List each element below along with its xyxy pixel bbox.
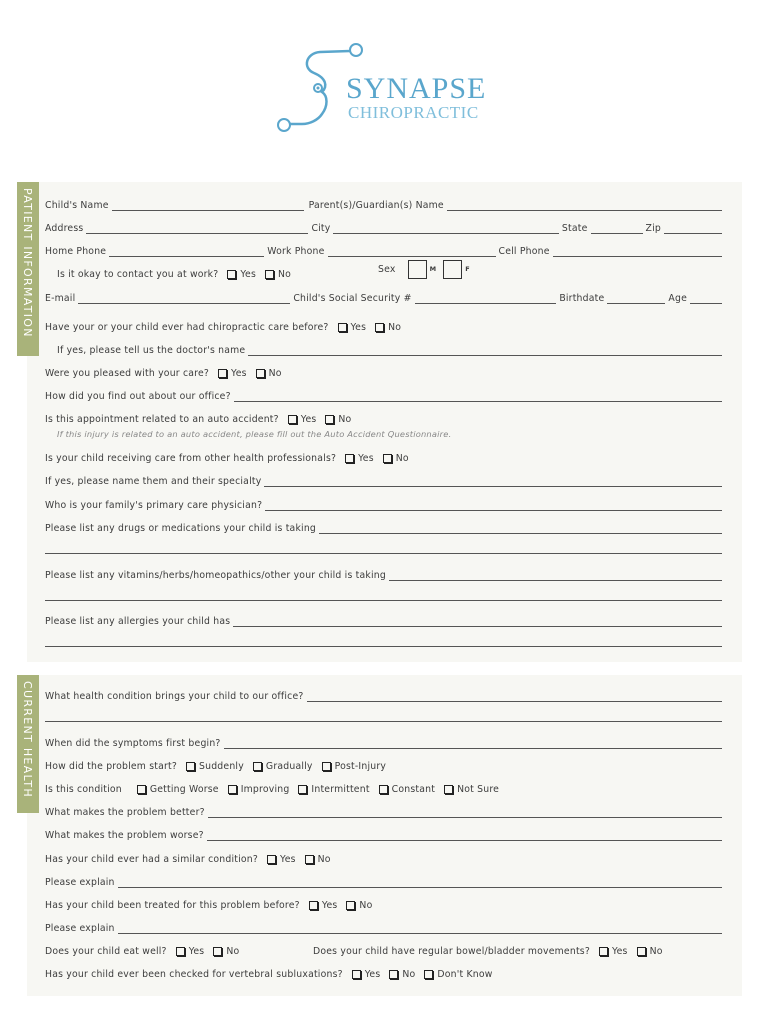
brand-sub: CHIROPRACTIC (348, 103, 479, 122)
yes-label: Yes (188, 946, 205, 957)
prior-care-no-checkbox[interactable] (375, 323, 384, 332)
birthdate-label: Birthdate (559, 293, 605, 304)
start-post-injury-checkbox[interactable] (322, 762, 331, 771)
row-checked (45, 966, 496, 980)
cell-phone-label: Cell Phone (498, 246, 550, 257)
vitamins-extra-line[interactable] (45, 600, 722, 601)
improving-label: Improving (240, 784, 290, 795)
zip-field[interactable] (664, 224, 722, 234)
not-sure-label: Not Sure (457, 784, 500, 795)
auto-no-checkbox[interactable] (325, 415, 334, 424)
state-label: State (561, 223, 588, 234)
pcp-label: Who is your family's primary care physician? (45, 500, 263, 511)
row-start (45, 758, 389, 772)
bowel-yes-checkbox[interactable] (599, 947, 608, 956)
row-worse (45, 827, 725, 841)
current-health-tab (17, 675, 39, 813)
condition-field[interactable] (307, 692, 722, 702)
row-sex (378, 258, 473, 280)
row-contact-work (57, 266, 294, 280)
no-label: No (278, 269, 292, 280)
yes-label: Yes (321, 900, 338, 911)
find-out-label: How did you find out about our office? (45, 391, 231, 402)
contact-work-no-checkbox[interactable] (265, 270, 274, 279)
condition-extra-line[interactable] (45, 721, 722, 722)
yes-label: Yes (300, 414, 317, 425)
eat-no-checkbox[interactable] (213, 947, 222, 956)
row-address (45, 220, 725, 234)
treated-yes-checkbox[interactable] (309, 901, 318, 910)
row-vitamins (45, 567, 725, 581)
symptoms-label: When did the symptoms first begin? (45, 738, 221, 749)
no-label: No (402, 969, 416, 980)
cell-phone-field[interactable] (553, 247, 722, 257)
start-label: How did the problem start? (45, 761, 178, 772)
worse-label: What makes the problem worse? (45, 830, 204, 841)
row-email (45, 290, 725, 304)
childs-name-label: Child's Name (45, 200, 109, 211)
doctor-name-label: If yes, please tell us the doctor's name (57, 345, 246, 356)
auto-note: If this injury is related to an auto accident, please fill out the Auto Accident Questionnaire. (57, 429, 452, 439)
prior-care-yes-checkbox[interactable] (338, 323, 347, 332)
email-label: E-mail (45, 293, 76, 304)
no-label: No (388, 322, 402, 333)
symptoms-field[interactable] (224, 739, 722, 749)
intermittent-label: Intermittent (311, 784, 370, 795)
yes-label: Yes (231, 368, 247, 379)
row-doctor-name (57, 342, 725, 356)
sex-m-box[interactable] (408, 260, 427, 279)
row-childs-name (45, 197, 725, 211)
doctor-name-field[interactable] (248, 346, 722, 356)
gradually-label: Gradually (265, 761, 313, 772)
similar-label: Has your child ever had a similar condition? (45, 854, 259, 865)
other-care-yes-checkbox[interactable] (345, 454, 354, 463)
ssn-field[interactable] (415, 294, 557, 304)
explain-label: Please explain (45, 877, 115, 888)
row-find-out (45, 388, 725, 402)
row-drugs (45, 520, 725, 534)
state-field[interactable] (591, 224, 643, 234)
explain-2-field[interactable] (118, 924, 722, 934)
start-suddenly-checkbox[interactable] (186, 762, 195, 771)
contact-work-yes-checkbox[interactable] (227, 270, 236, 279)
post-injury-label: Post-Injury (334, 761, 387, 772)
constant-label: Constant (391, 784, 436, 795)
row-eat (45, 943, 242, 957)
address-label: Address (45, 223, 84, 234)
work-phone-field[interactable] (328, 247, 496, 257)
zip-label: Zip (645, 223, 661, 234)
auto-yes-checkbox[interactable] (288, 415, 297, 424)
start-gradually-checkbox[interactable] (253, 762, 262, 771)
guardian-label: Parent(s)/Guardian(s) Name (308, 200, 444, 211)
eat-label: Does your child eat well? (45, 946, 167, 957)
no-label: No (317, 854, 331, 865)
sex-m-label: M (429, 265, 437, 273)
suddenly-label: Suddenly (199, 761, 244, 772)
row-auto (45, 411, 354, 425)
row-explain-2 (45, 920, 725, 934)
yes-label: Yes (358, 453, 374, 464)
yes-label: Yes (611, 946, 628, 957)
row-cond-type (45, 781, 502, 795)
checked-no-checkbox[interactable] (389, 970, 398, 979)
vitamins-label: Please list any vitamins/herbs/homeopathics/other your child is taking (45, 570, 386, 581)
treated-no-checkbox[interactable] (346, 901, 355, 910)
yes-label: Yes (280, 854, 296, 865)
no-label: No (395, 453, 409, 464)
birthdate-field[interactable] (607, 294, 665, 304)
treated-label: Has your child been treated for this problem before? (45, 900, 300, 911)
no-label: No (268, 368, 282, 379)
guardian-field[interactable] (447, 201, 722, 211)
constant-checkbox[interactable] (379, 785, 388, 794)
no-label: No (359, 900, 373, 911)
explain-field[interactable] (118, 878, 722, 888)
pleased-label: Were you pleased with your care? (45, 368, 210, 379)
row-name-them (45, 473, 725, 487)
yes-label: Yes (350, 322, 367, 333)
row-prior-care (45, 319, 404, 333)
worse-field[interactable] (207, 831, 722, 841)
row-similar (45, 851, 334, 865)
home-phone-field[interactable] (109, 247, 264, 257)
better-field[interactable] (208, 808, 722, 818)
explain-2-label: Please explain (45, 923, 115, 934)
yes-label: Yes (364, 969, 381, 980)
row-other-care (45, 450, 412, 464)
allergies-extra-line[interactable] (45, 646, 722, 647)
address-field[interactable] (86, 224, 308, 234)
find-out-field[interactable] (234, 392, 722, 402)
work-phone-label: Work Phone (267, 246, 325, 257)
row-treated (45, 897, 375, 911)
brand-name: SYNAPSE (346, 72, 487, 105)
yes-label: Yes (240, 269, 256, 280)
city-field[interactable] (333, 224, 558, 234)
current-health-tab-label: CURRENT HEALTH (21, 681, 34, 798)
other-care-no-checkbox[interactable] (383, 454, 392, 463)
better-label: What makes the problem better? (45, 807, 205, 818)
pcp-field[interactable] (265, 501, 722, 511)
checked-dont-know-checkbox[interactable] (424, 970, 433, 979)
row-pleased (45, 365, 285, 379)
pleased-yes-checkbox[interactable] (218, 369, 227, 378)
row-condition (45, 688, 725, 702)
drugs-label: Please list any drugs or medications your child is taking (45, 523, 317, 534)
cond-type-label: Is this condition (45, 784, 122, 795)
sex-f-label: F (465, 265, 470, 273)
auto-label: Is this appointment related to an auto accident? (45, 414, 279, 425)
row-explain (45, 874, 725, 888)
no-label: No (338, 414, 352, 425)
sex-label: Sex (378, 263, 396, 275)
eat-yes-checkbox[interactable] (176, 947, 185, 956)
patient-info-tab (17, 182, 39, 356)
row-better (45, 804, 725, 818)
no-label: No (649, 946, 663, 957)
pleased-no-checkbox[interactable] (256, 369, 265, 378)
intermittent-checkbox[interactable] (298, 785, 307, 794)
name-them-field[interactable] (264, 477, 722, 487)
sex-f-box[interactable] (443, 260, 462, 279)
drugs-field[interactable] (319, 524, 722, 534)
checked-label: Has your child ever been checked for vertebral subluxations? (45, 969, 343, 980)
not-sure-checkbox[interactable] (444, 785, 453, 794)
other-care-label: Is your child receiving care from other health professionals? (45, 453, 337, 464)
bowel-label: Does your child have regular bowel/bladder movements? (313, 946, 590, 957)
row-phones (45, 243, 725, 257)
row-symptoms (45, 735, 725, 749)
city-label: City (311, 223, 331, 234)
name-them-label: If yes, please name them and their specialty (45, 476, 262, 487)
condition-label: What health condition brings your child to our office? (45, 691, 304, 702)
vitamins-field[interactable] (389, 571, 722, 581)
improving-checkbox[interactable] (228, 785, 237, 794)
row-bowel (313, 943, 666, 957)
contact-work-label: Is it okay to contact you at work? (57, 269, 219, 280)
prior-care-label: Have your or your child ever had chiropractic care before? (45, 322, 329, 333)
allergies-field[interactable] (233, 617, 722, 627)
drugs-extra-line[interactable] (45, 553, 722, 554)
email-field[interactable] (78, 294, 290, 304)
no-label: No (226, 946, 240, 957)
home-phone-label: Home Phone (45, 246, 107, 257)
getting-worse-checkbox[interactable] (137, 785, 146, 794)
patient-info-tab-label: PATIENT INFORMATION (21, 188, 34, 338)
similar-yes-checkbox[interactable] (267, 855, 276, 864)
dont-know-label: Don't Know (437, 969, 493, 980)
ssn-label: Child's Social Security # (293, 293, 412, 304)
allergies-label: Please list any allergies your child has (45, 616, 231, 627)
checked-yes-checkbox[interactable] (352, 970, 361, 979)
getting-worse-label: Getting Worse (149, 784, 219, 795)
bowel-no-checkbox[interactable] (637, 947, 646, 956)
row-pcp (45, 497, 725, 511)
age-label: Age (668, 293, 687, 304)
childs-name-field[interactable] (112, 201, 304, 211)
age-field[interactable] (690, 294, 722, 304)
row-allergies (45, 613, 725, 627)
logo (270, 40, 510, 140)
similar-no-checkbox[interactable] (305, 855, 314, 864)
